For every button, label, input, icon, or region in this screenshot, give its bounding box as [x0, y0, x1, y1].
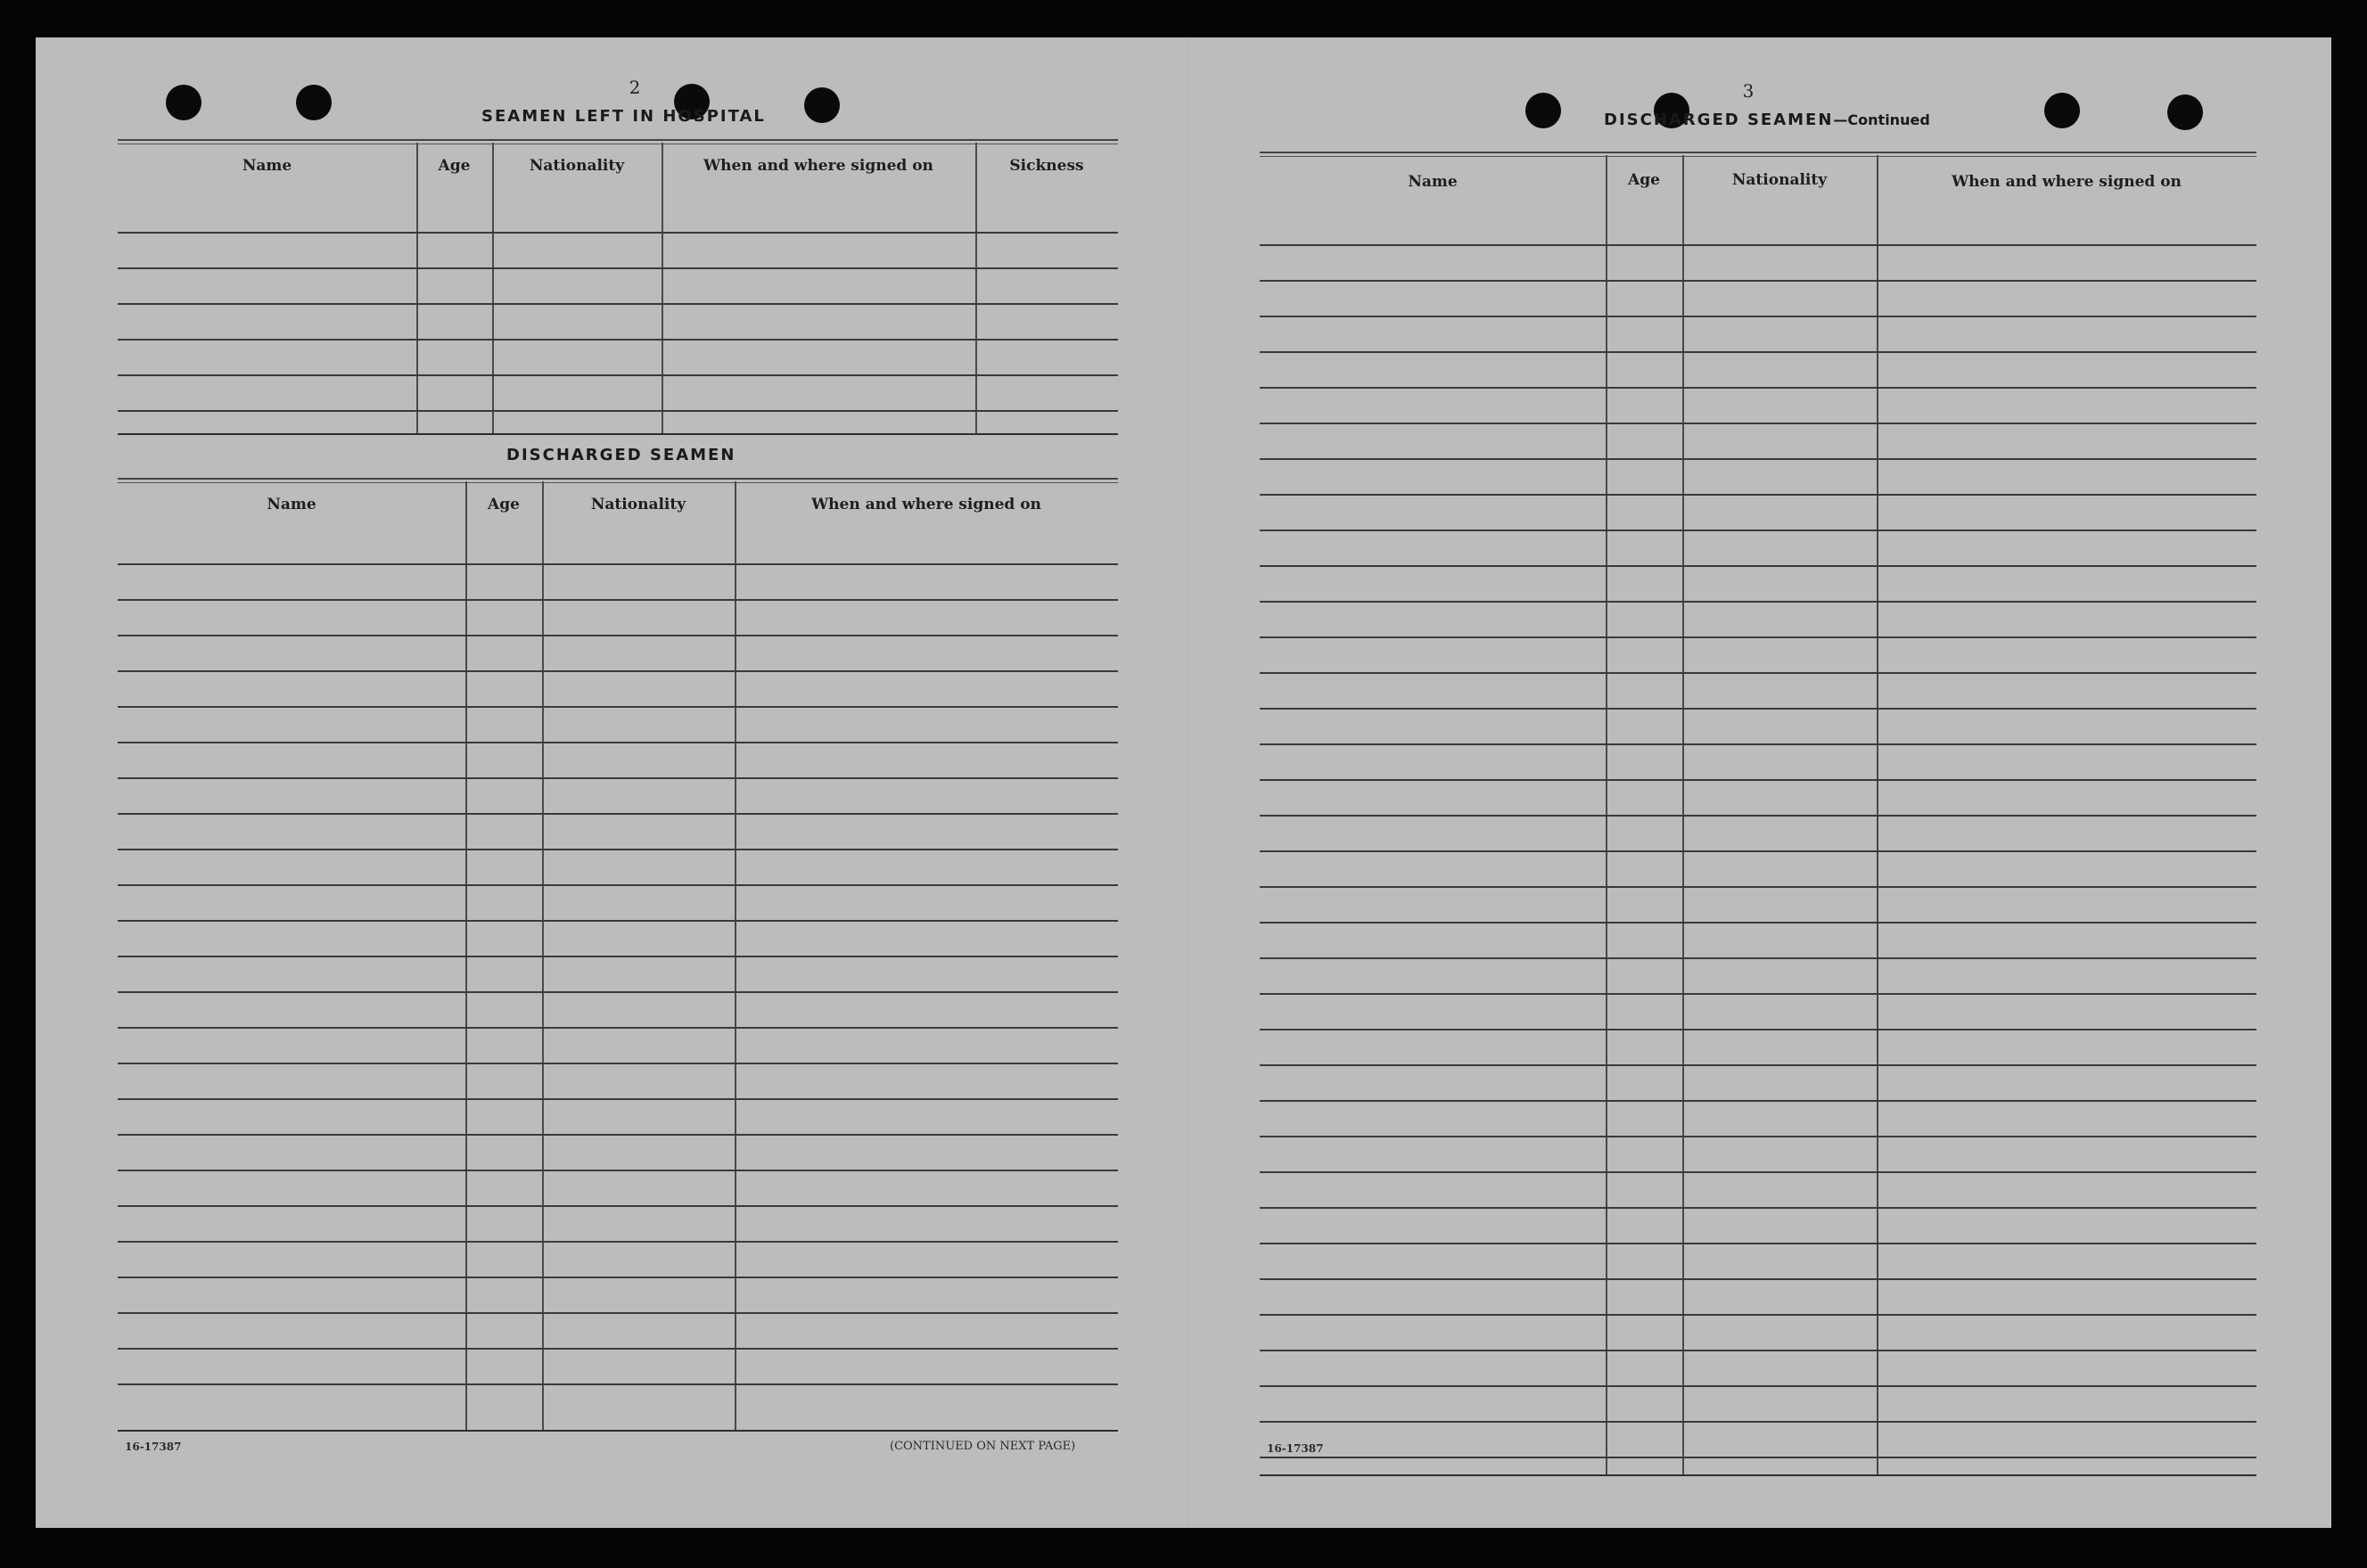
document-spread [36, 37, 2331, 1528]
column-header-signed-on: When and where signed on [811, 496, 1041, 513]
section-title-discharged: DISCHARGED SEAMEN [506, 446, 736, 464]
column-header-name: Name [1408, 173, 1458, 191]
title-text: DISCHARGED SEAMEN [1604, 111, 1834, 129]
page-number: 3 [1742, 80, 1755, 102]
punch-hole-icon [296, 85, 332, 120]
hospital-table [118, 139, 1118, 433]
column-header-nationality: Nationality [1731, 171, 1828, 189]
page-number: 2 [629, 77, 641, 98]
section-title-hospital: SEAMEN LEFT IN HOSPITAL [481, 107, 766, 126]
punch-hole-icon [2044, 93, 2080, 128]
column-header-signed-on: When and where signed on [1952, 173, 2182, 191]
punch-hole-icon [804, 87, 840, 123]
column-header-name: Name [267, 496, 316, 513]
continued-note: (CONTINUED ON NEXT PAGE) [890, 1440, 1076, 1453]
column-header-age: Age [1628, 171, 1660, 189]
discharged-continued-table [1260, 152, 2256, 1474]
column-header-age: Age [488, 496, 520, 513]
punch-hole-icon [2167, 94, 2203, 130]
form-number: 16-17387 [1267, 1442, 1324, 1455]
title-suffix: —Continued [1833, 111, 1930, 128]
section-title-discharged-continued [1604, 111, 1930, 129]
column-header-name: Name [242, 157, 292, 175]
punch-hole-icon [166, 85, 201, 120]
column-header-age: Age [438, 157, 471, 175]
left-page [36, 37, 1188, 1528]
column-header-nationality: Nationality [590, 496, 686, 513]
punch-hole-icon [1525, 93, 1561, 128]
column-header-sickness: Sickness [1009, 157, 1084, 175]
form-number: 16-17387 [125, 1441, 182, 1453]
right-page [1188, 37, 2332, 1528]
discharged-table [118, 478, 1118, 1430]
column-header-nationality: Nationality [529, 157, 625, 175]
column-header-signed-on: When and where signed on [703, 157, 933, 175]
